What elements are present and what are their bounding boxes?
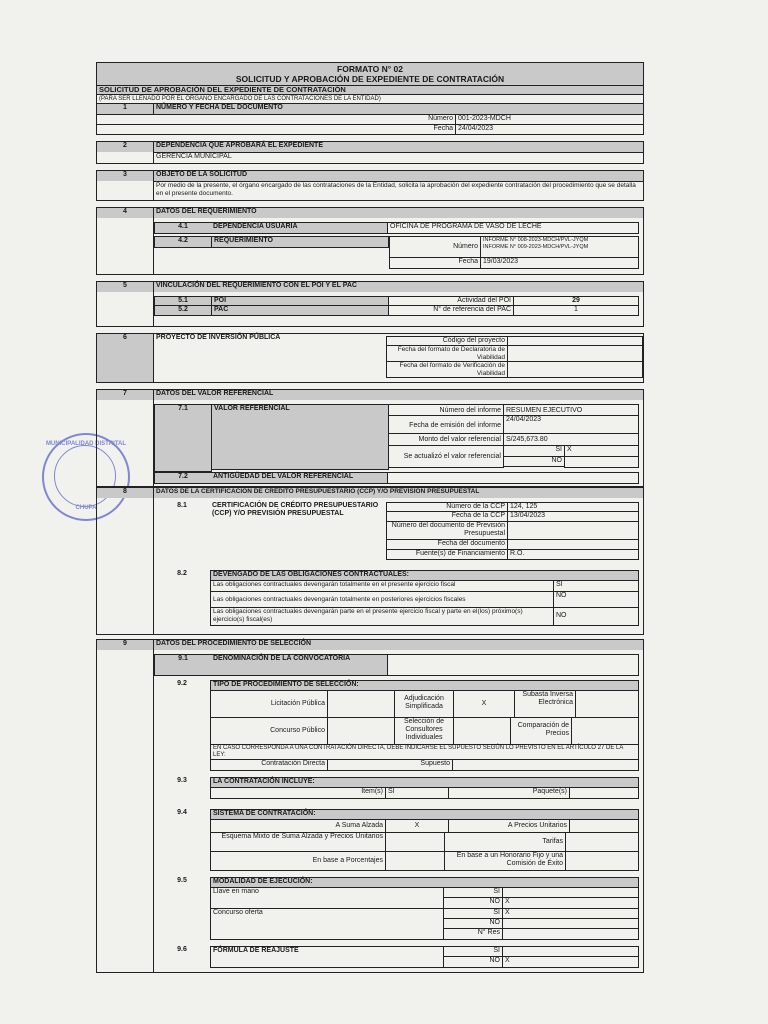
accrual-text-1: Las obligaciones contractuales devengarán totalmente en el presente ejercicio fiscal: [210, 581, 554, 592]
section-4-num: 4: [97, 208, 154, 218]
form-note: (PARA SER LLENADO POR EL ÓRGANO ENCARGADO DE LAS CONTRATACIONES DE LA ENTIDAD): [96, 95, 644, 104]
item-9-3-num: 9.3: [177, 777, 187, 784]
item-8-1-num: 8.1: [177, 502, 187, 509]
doc-number-value: 001-2023-MDCH: [455, 115, 643, 124]
seal-bottom-text: CHUPA: [75, 505, 97, 511]
precios-unitarios: A Precios Unitarios: [448, 820, 569, 832]
section-6-num: 6: [97, 334, 154, 382]
contratacion-directa: Contratación Directa: [261, 760, 325, 767]
suma-alzada-mark: X: [385, 820, 448, 832]
request-purpose: Por medio de la presente, el órgano encargado de las contrataciones de la Entidad, solicita la aprobación del expediente contratación del procedimiento que se detalla en el presente documento.: [153, 181, 643, 200]
concurso-si-mark: X: [503, 909, 638, 919]
tarifas: Tarifas: [444, 833, 565, 851]
section-6: [96, 333, 644, 383]
item-7-1-num: 7.1: [154, 404, 212, 472]
section-5-label: VINCULACIÓN DEL REQUERIMIENTO CON EL POI Y EL PAC: [156, 282, 357, 289]
suma-alzada: A Suma Alzada: [335, 822, 383, 829]
funding-source-label: Fuente(s) de Financiamiento: [386, 550, 508, 560]
item-9-1-label: DENOMINACIÓN DE LA CONVOCATORIA: [211, 655, 387, 675]
requirement-number-label: Número: [453, 243, 478, 250]
items-label: Item(s): [361, 788, 383, 795]
honorario-fijo: En base a un Honorario Fijo y una Comisión de Éxito: [444, 852, 565, 870]
form-subtitle: SOLICITUD DE APROBACIÓN DEL EXPEDIENTE DE CONTRATACIÓN: [96, 86, 644, 95]
item-8-1-label: CERTIFICACIÓN DE CRÉDITO PRESUPUESTARIO (CCP) Y/O PREVISIÓN PRESUPUESTAL: [212, 502, 379, 517]
supuesto-label: Supuesto: [420, 760, 450, 767]
section-7-label: DATOS DEL VALOR REFERENCIAL: [156, 390, 274, 397]
item-5-1-num: 5.1: [154, 296, 212, 306]
concurso-si: SI: [444, 909, 502, 919]
item-5-1-label: POI: [212, 296, 389, 306]
esquema-mixto: Esquema Mixto de Suma Alzada y Precios Unitarios: [221, 833, 383, 840]
llave-en-mano: Llave en mano: [213, 888, 259, 895]
accrual-value-1: SI: [554, 581, 639, 592]
item-7-1-label: VALOR REFERENCIAL: [212, 404, 389, 470]
section-9-label: DATOS DEL PROCEDIMIENTO DE SELECCIÓN: [156, 640, 312, 647]
item-4-1-label: DEPENDENCIA USUARIA: [213, 223, 298, 230]
section-1: [96, 104, 644, 135]
item-4-1-num: 4.1: [178, 223, 188, 230]
item-7-2-label: ANTIGÜEDAD DEL VALOR REFERENCIAL: [213, 473, 354, 480]
form-title-line1: FORMATO N° 02: [337, 64, 403, 74]
comparacion-precios: Comparación de Precios: [510, 718, 571, 744]
item-4-2-num: 4.2: [154, 236, 212, 248]
budget-provision-label: Número del documento de Previsión Presupuestal: [386, 522, 508, 540]
accrual-value-2: NO: [554, 592, 639, 608]
paquetes-label: Paquete(s): [448, 788, 569, 798]
item-9-1-num: 9.1: [155, 655, 211, 675]
item-8-2-label: DEVENGADO DE LAS OBLIGACIONES CONTRACTUALES:: [210, 570, 639, 581]
accrual-value-3: NO: [554, 608, 639, 626]
section-6-label: PROYECTO DE INVERSIÓN PÚBLICA: [156, 334, 281, 341]
section-8-num: 8: [97, 488, 154, 498]
requirement-date: 19/03/2023: [480, 258, 638, 268]
ref-amount-label: Monto del valor referencial: [389, 434, 504, 446]
ref-updated-si: SI: [504, 446, 564, 457]
report-date-label: Fecha de emisión del informe: [389, 416, 504, 434]
item-7-2-num: 7.2: [178, 473, 188, 480]
item-8-2-num: 8.2: [177, 570, 187, 577]
items-value: SI: [385, 788, 448, 798]
section-5-num: 5: [97, 282, 154, 292]
licitacion-publica: Licitación Pública: [270, 700, 325, 707]
item-5-2-num: 5.2: [154, 306, 212, 316]
item-9-2-num: 9.2: [177, 680, 187, 687]
form-title: [96, 62, 644, 86]
provision-date-label: Fecha del documento: [386, 540, 508, 550]
approving-dependency: GERENCIA MUNICIPAL: [153, 152, 643, 163]
section-7: [96, 389, 644, 487]
report-number-value: RESUMEN EJECUTIVO: [504, 404, 639, 416]
ccp-number-label: Número de la CCP: [386, 502, 508, 512]
requirement-date-label: Fecha: [458, 258, 478, 265]
section-1-num: 1: [97, 104, 154, 114]
concurso-publico: Concurso Público: [270, 727, 325, 734]
item-9-5-num: 9.5: [177, 877, 187, 884]
accrual-text-3: Las obligaciones contractuales devengarán parte en el presente ejercicio fiscal y parte en el(los) próximo(s) ejercicio(s) fiscal(es): [210, 608, 554, 626]
section-3-label: OBJETO DE LA SOLICITUD: [156, 171, 248, 178]
item-9-5-label: MODALIDAD DE EJECUCIÓN:: [210, 877, 639, 888]
ccp-number-value: 124, 125: [508, 502, 639, 512]
item-4-2-label: REQUERIMIENTO: [212, 236, 389, 248]
section-4: [96, 207, 644, 275]
item-5-2-label: PAC: [212, 306, 389, 316]
base-porcentajes: En base a Porcentajes: [312, 857, 383, 864]
ccp-date-value: 13/04/2023: [508, 512, 639, 522]
section-8: [96, 487, 644, 635]
reajuste-si: SI: [444, 947, 502, 957]
subasta-inversa: Subasta Inversa Electrónica: [514, 691, 575, 717]
doc-date-value: 24/04/2023: [455, 125, 643, 134]
seal-top-text: MUNICIPALIDAD DISTRITAL: [45, 441, 127, 447]
funding-source-value: R.O.: [508, 550, 639, 560]
ref-updated-no: NO: [504, 457, 564, 467]
item-9-3-label: LA CONTRATACIÓN INCLUYE:: [210, 777, 639, 788]
accrual-text-2: Las obligaciones contractuales devengarán totalmente en posteriores ejercicios fiscales: [210, 592, 554, 608]
ref-amount-value: S/245,673.80: [504, 434, 639, 446]
direct-contract-note: EN CASO CORRESPONDA A UNA CONTRATACIÓN DIRECTA, DEBE INDICARSE EL SUPUESTO SEGÚN LO PREVISTO EN EL ARTÍCULO 27 DE LA LEY:: [210, 745, 639, 760]
section-3-num: 3: [97, 171, 154, 181]
item-9-6-num: 9.6: [177, 946, 187, 953]
requirement-number-1: INFORME N° 008-2023-MDCH/PVL-JYQM: [483, 237, 589, 243]
adjudicacion-mark: X: [453, 691, 514, 717]
seleccion-consultores: Selección de Consultores Individuales: [394, 718, 453, 744]
section-3: [96, 170, 644, 201]
pac-ref-value: 1: [514, 306, 639, 316]
user-dependency: OFICINA DE PROGRAMA DE VASO DE LECHE: [387, 223, 638, 233]
poi-activity-label: Actividad del POI: [389, 296, 514, 306]
pac-ref-label: N° de referencia del PAC: [389, 306, 514, 316]
section-5: [96, 281, 644, 327]
llave-no: NO: [489, 898, 500, 905]
item-9-4-label: SISTEMA DE CONTRATACIÓN:: [210, 809, 639, 820]
adjudicacion-simplificada: Adjudicación Simplificada: [394, 691, 453, 717]
section-9-num: 9: [97, 640, 154, 650]
concurso-no: NO: [444, 919, 502, 929]
viability-declaration-label: Fecha del formato de Declaratoria de Viabilidad: [386, 346, 508, 362]
item-9-6-label: FÓRMULA DE REAJUSTE: [213, 947, 299, 954]
doc-date-label: Fecha: [433, 125, 453, 132]
item-9-4-num: 9.4: [177, 809, 187, 816]
section-1-label: NÚMERO Y FECHA DEL DOCUMENTO: [156, 104, 283, 111]
report-date-value: 24/04/2023: [504, 416, 639, 434]
ref-updated-si-mark: X: [565, 446, 638, 457]
section-2-label: DEPENDENCIA QUE APROBARÁ EL EXPEDIENTE: [156, 142, 323, 149]
section-4-label: DATOS DEL REQUERIMIENTO: [156, 208, 257, 215]
reajuste-no: NO: [489, 957, 500, 964]
poi-activity-value: 29: [514, 296, 639, 306]
section-7-num: 7: [97, 390, 154, 400]
viability-verification-label: Fecha del formato de Verificación de Viabilidad: [386, 362, 508, 378]
ccp-date-label: Fecha de la CCP: [386, 512, 508, 522]
item-9-2-label: TIPO DE PROCEDIMIENTO DE SELECCIÓN:: [210, 680, 639, 691]
form-02: [96, 62, 644, 973]
section-9: [96, 639, 644, 973]
doc-number-label: Número: [428, 115, 453, 122]
n-res-label: N° Res: [477, 929, 500, 936]
report-number-label: Número del informe: [389, 404, 504, 416]
ref-updated-label: Se actualizó el valor referencial: [389, 446, 504, 468]
llave-si: SI: [444, 888, 502, 898]
concurso-oferta: Concurso oferta: [213, 909, 263, 916]
reajuste-no-mark: X: [505, 957, 510, 964]
requirement-number-2: INFORME N° 009-2023-MDCH/PVL-JYQM: [483, 244, 589, 250]
llave-no-mark: X: [505, 898, 510, 905]
form-title-line2: SOLICITUD Y APROBACIÓN DE EXPEDIENTE DE CONTRATACIÓN: [235, 74, 505, 84]
section-2-num: 2: [97, 142, 154, 152]
project-code-label: Código del proyecto: [386, 336, 508, 346]
section-8-label: DATOS DE LA CERTIFICACIÓN DE CRÉDITO PRESUPUESTARIO (CCP) Y/O PREVISIÓN PRESUPUESTAL: [156, 488, 480, 495]
section-2: [96, 141, 644, 164]
